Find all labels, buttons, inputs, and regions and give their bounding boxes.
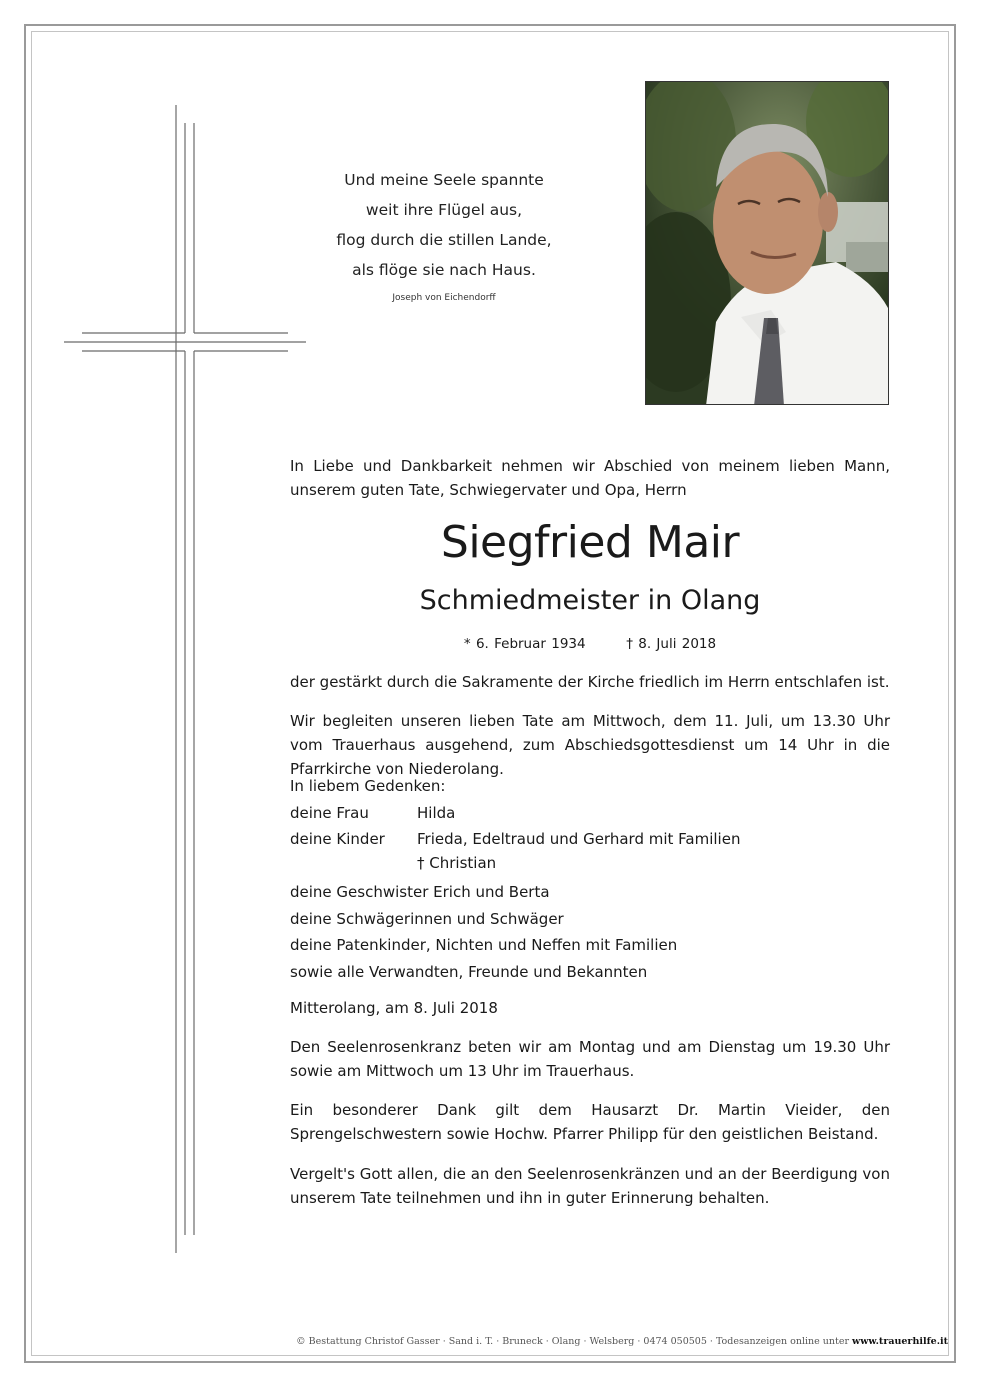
list-item: deine Schwägerinnen und Schwäger [290, 909, 564, 928]
relation-names: † Christian [417, 853, 497, 872]
sacrament-text: der gestärkt durch die Sakramente der Kirche friedlich im Herrn entschlafen ist. [290, 673, 890, 691]
death-date: 8. Juli 2018 [638, 636, 717, 652]
footer-link[interactable]: www.trauerhilfe.it [852, 1336, 948, 1347]
birth-date: 6. Februar 1934 [475, 636, 586, 652]
poem [300, 165, 588, 307]
closing-text: Vergelt's Gott allen, die an den Seelenrosenkränzen und an der Beerdigung von unserem Tate teilnehmen und ihn in guter Erinnerung behalten. [290, 1165, 890, 1207]
rosary-text: Den Seelenrosenkranz beten wir am Montag und am Dienstag um 19.30 Uhr sowie am Mittwoch um 13 Uhr im Trauerhaus. [290, 1038, 890, 1080]
poem-line: als flöge sie nach Haus. [352, 261, 536, 279]
relation-label: deine Kinder [290, 830, 385, 848]
footer [40, 1336, 948, 1347]
poem-author: Joseph von Eichendorff [392, 293, 496, 303]
funeral-text: Wir begleiten unseren lieben Tate am Mittwoch, dem 11. Juli, um 13.30 Uhr vom Trauerhaus ausgehend, zum Abschiedsgottesdienst um 14 Uhr in die Pfarrkirche von Niederolang. [290, 712, 890, 778]
thanks-text: Ein besonderer Dank gilt dem Hausarzt Dr. Martin Vieider, den Sprengelschwestern sowie Hochw. Pfarrer Philipp für den geistlichen Beistand. [290, 1101, 890, 1143]
deceased-name: Siegfried Mair [440, 517, 740, 568]
cross-icon [60, 105, 310, 1257]
death-symbol: † [626, 636, 633, 652]
life-dates [290, 633, 890, 655]
poem-line: Und meine Seele spannte [344, 171, 544, 189]
footer-text: © Bestattung Christof Gasser · Sand i. T. · Bruneck · Olang · Welsberg · 0474 050505 · Todesanzeigen online unter [296, 1336, 853, 1347]
poem-line: flog durch die stillen Lande, [336, 231, 552, 249]
birth-symbol: * [463, 636, 471, 652]
list-item: deine Patenkinder, Nichten und Neffen mit Familien [290, 936, 678, 954]
intro-text: In Liebe und Dankbarkeit nehmen wir Abschied von meinem lieben Mann, unserem guten Tate, Schwiegervater und Opa, Herrn [290, 457, 890, 499]
list-item [290, 800, 890, 827]
portrait-photo [645, 81, 889, 405]
mourners-list [290, 773, 890, 985]
list-item [290, 850, 890, 877]
relation-label: deine Frau [290, 803, 369, 822]
poem-line: weit ihre Flügel aus, [365, 201, 523, 219]
place-date: Mitterolang, am 8. Juli 2018 [290, 999, 498, 1017]
relation-names: Hilda [417, 803, 456, 822]
deceased-title: Schmiedmeister in Olang [419, 585, 761, 616]
list-item: deine Geschwister Erich und Berta [290, 883, 550, 901]
mourners-heading: In liebem Gedenken: [290, 777, 446, 795]
relation-names: Frieda, Edeltraud und Gerhard mit Familien [417, 830, 741, 848]
list-item: sowie alle Verwandten, Freunde und Bekannten [290, 962, 648, 981]
